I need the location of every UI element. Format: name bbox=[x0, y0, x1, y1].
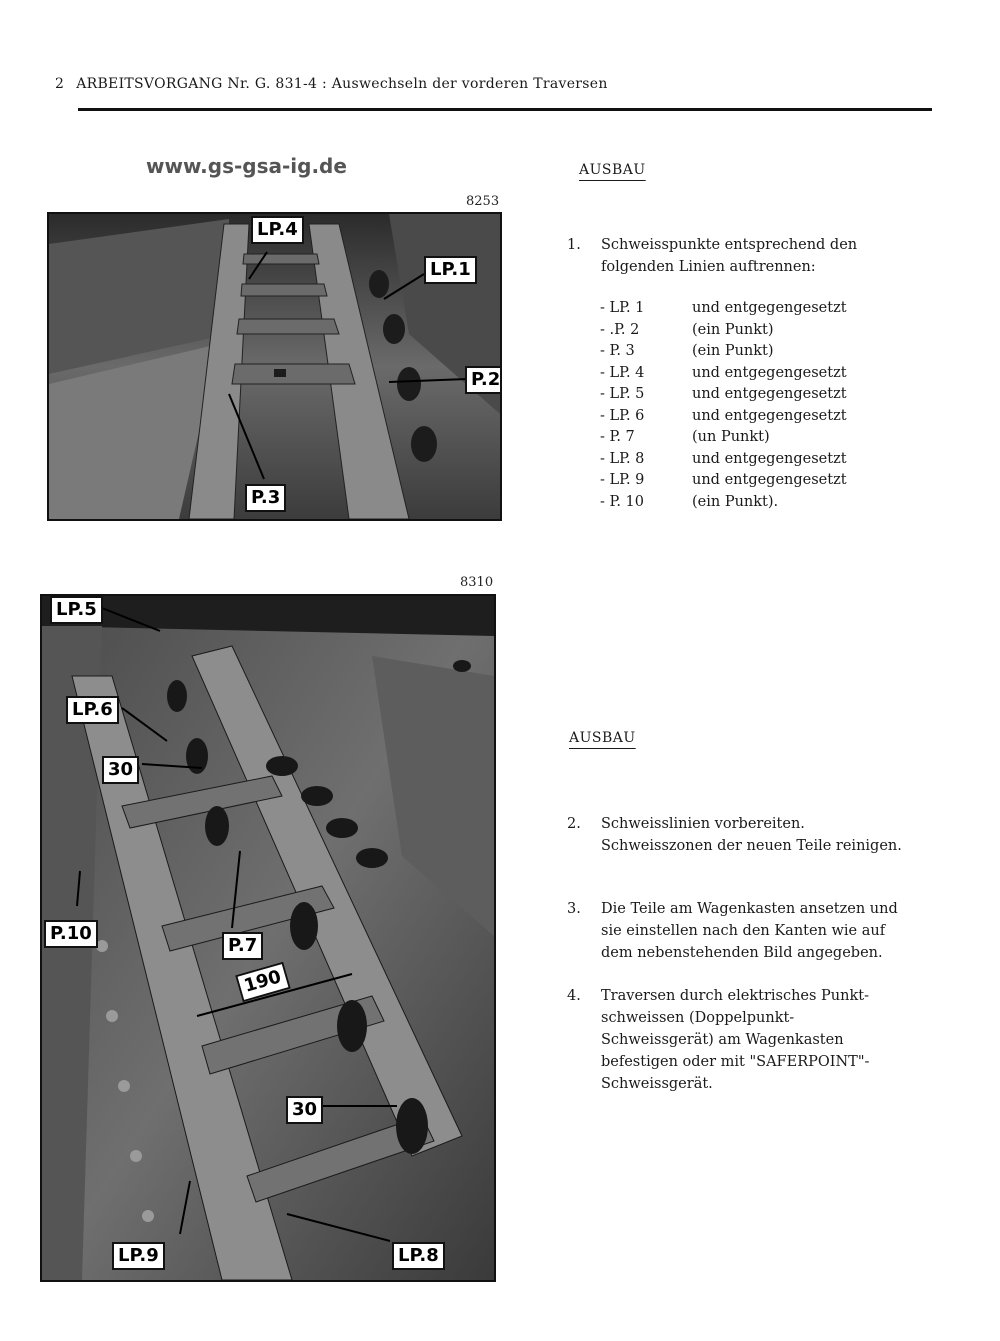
header-rule bbox=[78, 108, 932, 111]
page-header bbox=[55, 76, 935, 92]
step-4-text: Traversen durch elektrisches Punkt-schweissen (Doppelpunkt-Schweissgerät) am Wagenkasten befestigen oder mit "SAFERPOINT"-Schweissgerät. bbox=[601, 988, 870, 1092]
figure1-photo bbox=[47, 212, 502, 521]
list-item: - LP. 1 und entgegengesetzt bbox=[600, 300, 847, 316]
step-1-text: Schweisspunkte entsprechend den folgenden Linien auftrennen: bbox=[601, 237, 858, 275]
figure2-photo bbox=[40, 594, 496, 1282]
step-4 bbox=[567, 985, 907, 1095]
label-p7: P.7 bbox=[222, 932, 263, 960]
section1-title: AUSBAU bbox=[579, 162, 646, 178]
step-2 bbox=[567, 813, 907, 857]
label-p10: P.10 bbox=[44, 920, 98, 948]
label-lp6: LP.6 bbox=[66, 696, 119, 724]
label-lp9: LP.9 bbox=[112, 1242, 165, 1270]
figure2-number: 8310 bbox=[460, 575, 494, 590]
label-lp5: LP.5 bbox=[50, 596, 103, 624]
label-dim-30-bottom: 30 bbox=[286, 1096, 323, 1124]
list-item: - P. 3 (ein Punkt) bbox=[600, 343, 774, 359]
page-title: ARBEITSVORGANG Nr. G. 831-4 : Auswechseln der vorderen Traversen bbox=[76, 76, 608, 92]
step-1 bbox=[567, 234, 867, 278]
list-item: - LP. 4 und entgegengesetzt bbox=[600, 364, 847, 381]
list-item: - LP. 9 und entgegengesetzt bbox=[600, 472, 847, 488]
step-3 bbox=[567, 898, 907, 964]
website-watermark[interactable]: www.gs-gsa-ig.de bbox=[146, 154, 347, 178]
label-p3: P.3 bbox=[245, 484, 286, 512]
list-item: - LP. 5 und entgegengesetzt bbox=[600, 386, 847, 402]
list-item: - .P. 2 (ein Punkt) bbox=[600, 321, 774, 338]
label-lp8: LP.8 bbox=[392, 1242, 445, 1270]
label-dim-190: 190 bbox=[235, 962, 290, 1003]
step-1-number: 1. bbox=[567, 237, 581, 253]
list-item: - P. 7 (un Punkt) bbox=[600, 429, 770, 445]
step-2-text: Schweisslinien vorbereiten. Schweisszonen der neuen Teile reinigen. bbox=[601, 816, 902, 854]
label-p2: P.2 bbox=[465, 366, 502, 394]
section2-title: AUSBAU bbox=[569, 730, 636, 746]
step-2-number: 2. bbox=[567, 816, 581, 832]
list-item: - LP. 8 und entgegengesetzt bbox=[600, 450, 847, 467]
list-item: - LP. 6 und entgegengesetzt bbox=[600, 407, 847, 424]
figure1-number: 8253 bbox=[466, 194, 500, 209]
page-number: 2 bbox=[55, 76, 65, 92]
step-4-number: 4. bbox=[567, 988, 581, 1004]
step-3-number: 3. bbox=[567, 901, 581, 917]
label-lp1: LP.1 bbox=[424, 256, 477, 284]
list-item: - P. 10 (ein Punkt). bbox=[600, 493, 779, 510]
label-lp4: LP.4 bbox=[251, 216, 304, 244]
step-3-text: Die Teile am Wagenkasten ansetzen und sie einstellen nach den Kanten wie auf dem nebenstehenden Bild angegeben. bbox=[601, 901, 898, 961]
weld-line-list bbox=[600, 298, 847, 513]
label-dim-30-top: 30 bbox=[102, 756, 139, 784]
